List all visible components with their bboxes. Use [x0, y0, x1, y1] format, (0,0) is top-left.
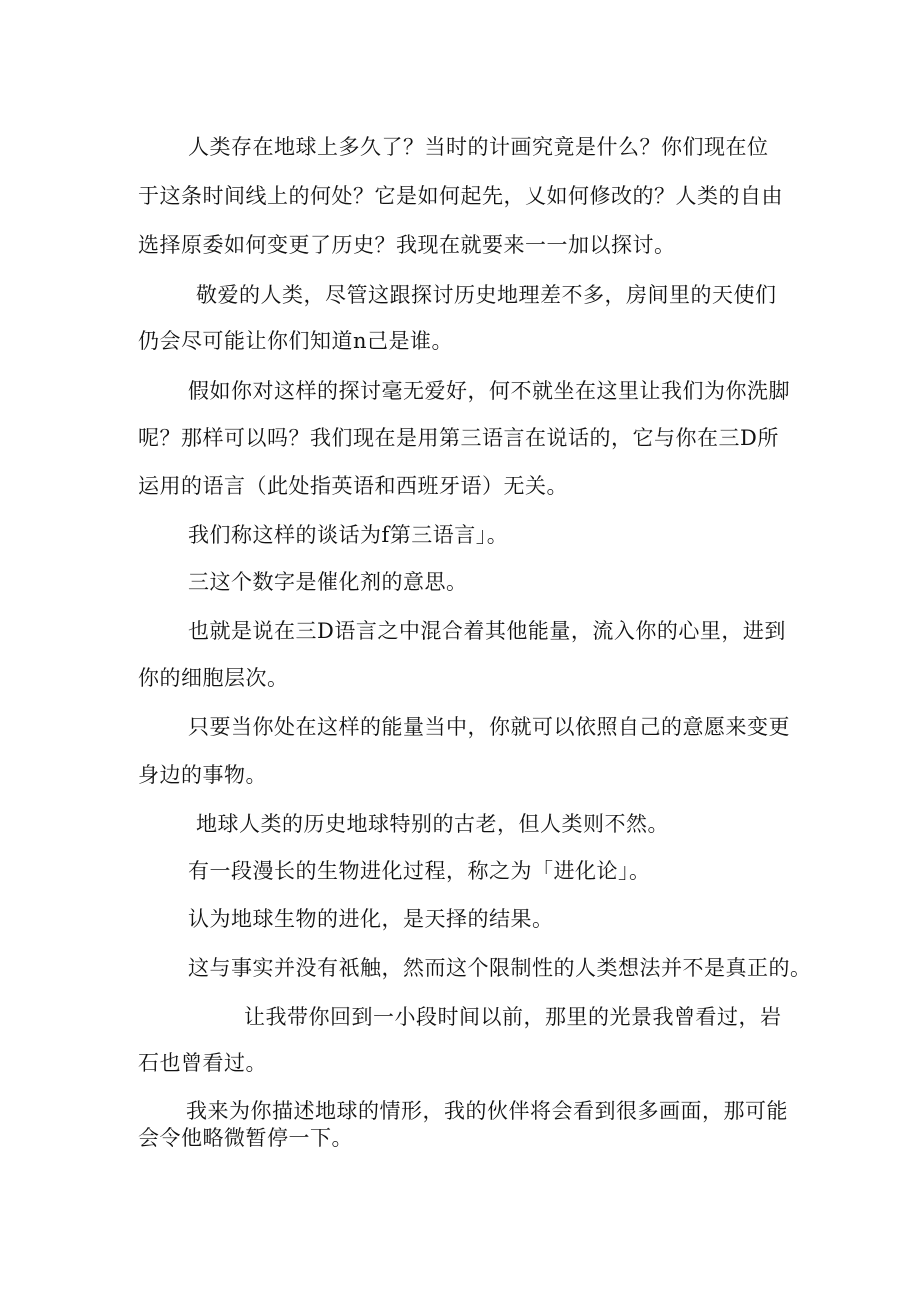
text-line: 我来为你描述地球的情形，我的伙伴将会看到很多画面，那可能 — [186, 1099, 788, 1123]
text-line: 这与事实并没有祇触，然而这个限制性的人类想法并不是真正的。 — [188, 956, 812, 980]
text-line: 选择原委如何变更了历史？我现在就要来一一加以探讨。 — [138, 233, 676, 257]
text-line: 呢？那样可以吗？我们现在是用第三语言在说话的，它与你在三D所 — [138, 426, 779, 450]
text-line: 会令他略微暂停一下。 — [138, 1126, 353, 1150]
text-line: 人类存在地球上多久了？当时的计画究竟是什么？你们现在位 — [188, 135, 769, 159]
text-line: 于这条时间线上的何处？它是如何起先，乂如何修改的？人类的自由 — [138, 184, 783, 208]
text-line: 你的细胞层次。 — [138, 666, 289, 690]
text-line: 运用的语言（此处指英语和西班牙语）无关。 — [138, 474, 568, 498]
text-line: 石也曾看过。 — [138, 1051, 267, 1075]
text-line: 地球人类的历史地球特别的古老，但人类则不然。 — [196, 812, 669, 836]
text-line: 敬爱的人类，尽管这跟探讨历史地理差不多，房间里的天使们 — [196, 283, 777, 307]
text-line: 我们称这样的谈话为f第三语言」。 — [188, 523, 509, 547]
text-line: 认为地球生物的进化，是天择的结果。 — [188, 907, 554, 931]
text-line: 只要当你处在这样的能量当中，你就可以依照自己的意愿来变更 — [188, 715, 790, 739]
text-line: 身边的事物。 — [138, 763, 267, 787]
text-line: 让我带你回到一小段时间以前，那里的光景我曾看过，岩 — [244, 1005, 782, 1029]
text-line: 三这个数字是催化剂的意思。 — [188, 570, 468, 594]
text-line: 假如你对这样的探讨毫无爱好，何不就坐在这里让我们为你洗脚 — [188, 379, 790, 403]
text-line: 有一段漫长的生物进化过程，称之为「进化论」。 — [188, 859, 651, 883]
text-line: 也就是说在三D语言之中混合着其他能量，流入你的心里，进到 — [188, 619, 786, 643]
text-line: 仍会尽可能让你们知道n己是谁。 — [138, 329, 454, 353]
